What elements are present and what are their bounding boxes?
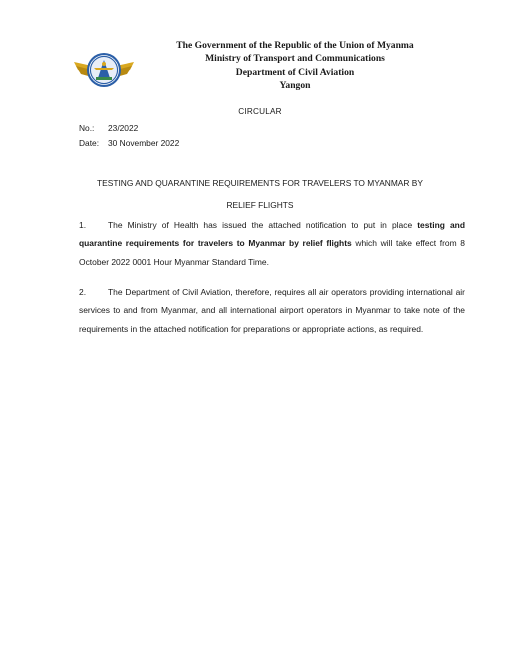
civil-aviation-emblem-icon xyxy=(72,44,136,94)
subject-heading xyxy=(60,172,460,216)
number-label: No.: xyxy=(79,123,95,133)
government-name: The Government of the Republic of the Union of Myanma xyxy=(176,40,414,51)
paragraph-number: 2. xyxy=(79,287,87,297)
ministry-name: Ministry of Transport and Communications xyxy=(205,53,385,65)
number-value: 23/2022 xyxy=(108,123,139,133)
paragraph-2 xyxy=(79,283,465,338)
subject-line-1: TESTING AND QUARANTINE REQUIREMENTS FOR TRAVELERS TO MYANMAR BY xyxy=(97,178,423,188)
circular-label: CIRCULAR xyxy=(238,107,282,116)
date-label: Date: xyxy=(79,138,100,148)
department-name: Department of Civil Aviation xyxy=(235,66,355,78)
paragraph-number: 1. xyxy=(79,220,87,230)
subject-line-2: RELIEF FLIGHTS xyxy=(226,200,294,210)
circular-number xyxy=(79,123,138,133)
paragraph-text-end: which will take effect from 8 October 2022 0001 Hour Myanmar Standard Time. xyxy=(79,238,465,267)
paragraph-1 xyxy=(79,216,465,271)
paragraph-text: The Department of Civil Aviation, therefore, requires all air operators providing international air services to and from Myanmar, and all international airport operators in Myanmar to take note of the requirements in the attached notification for preparations or appropriate actions, as required. xyxy=(79,287,465,334)
city-name: Yangon xyxy=(279,80,311,92)
letterhead xyxy=(130,39,460,93)
date-value: 30 November 2022 xyxy=(108,138,180,148)
paragraph-bold-text: testing and quarantine requirements for travelers to Myanmar by relief flights xyxy=(79,220,465,249)
paragraph-text: The Ministry of Health has issued the attached notification to put in place xyxy=(108,220,418,230)
circular-date xyxy=(79,138,179,148)
